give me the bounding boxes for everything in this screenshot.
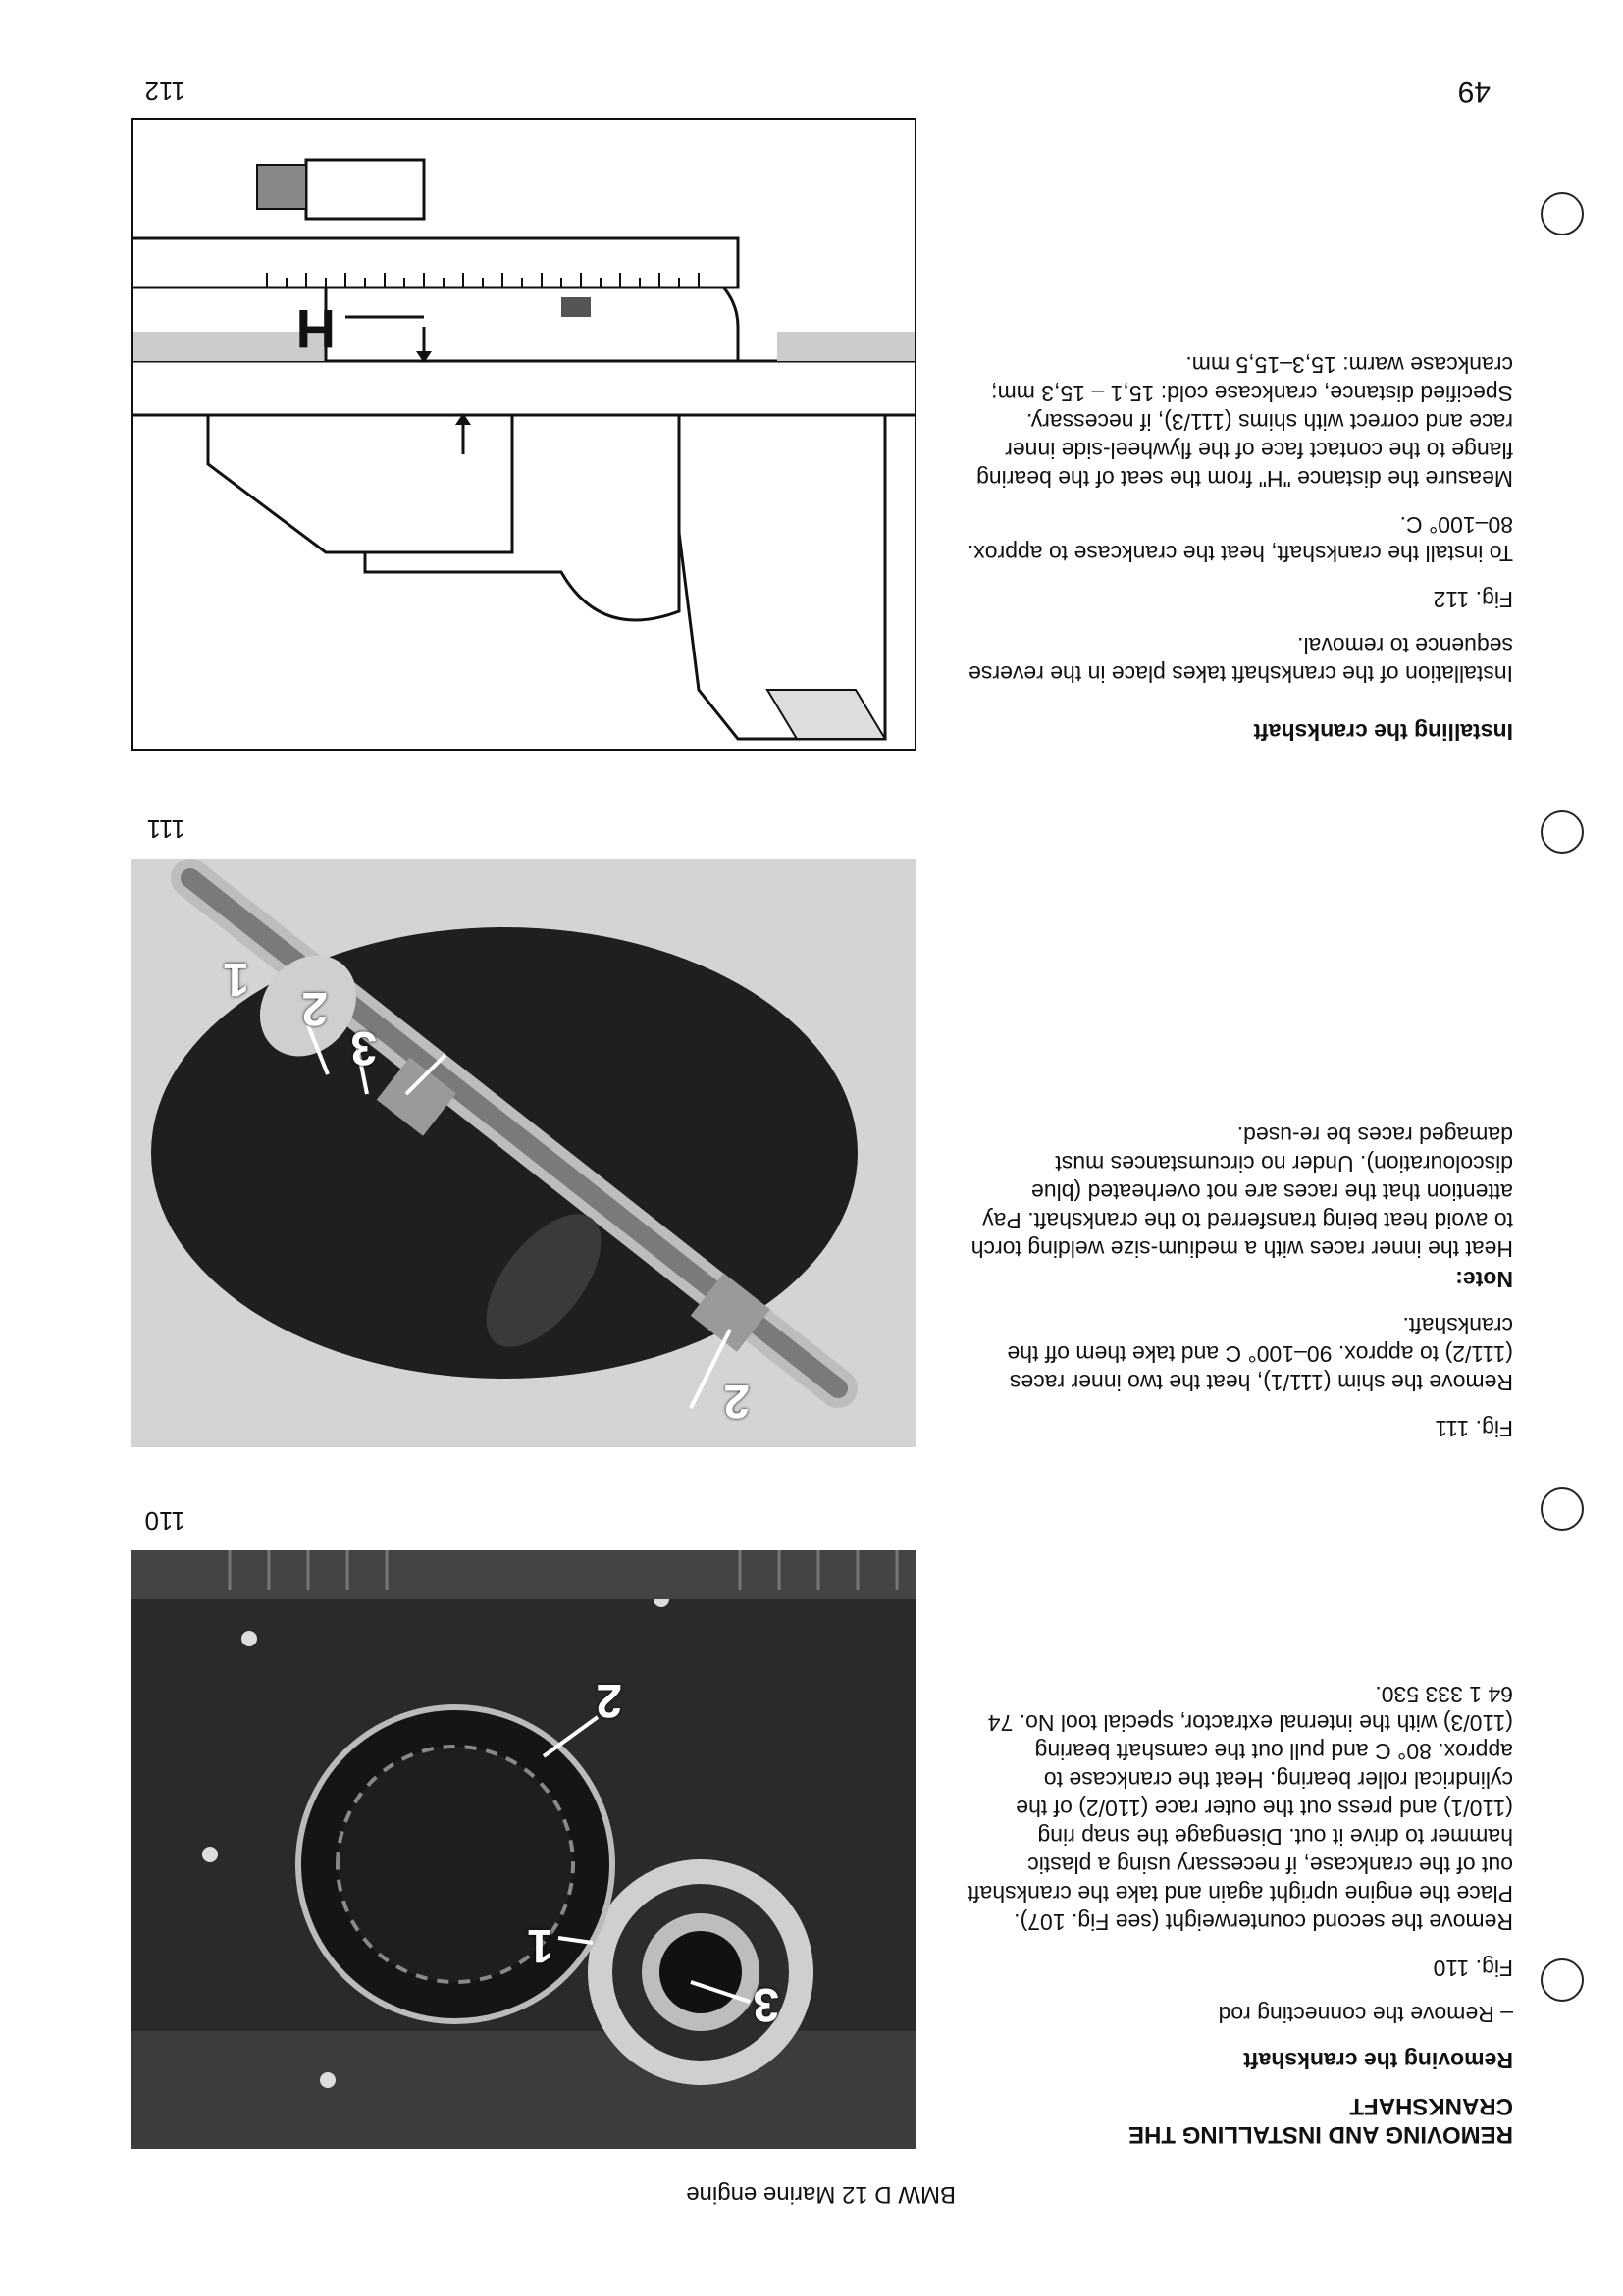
callout-label: 1 [527, 1919, 553, 1971]
fig112-ref: Fig. 112 [1433, 587, 1513, 612]
callout-label: 2 [596, 1674, 622, 1726]
punch-hole [1541, 1958, 1584, 2002]
figure-112-number: 112 [144, 77, 185, 106]
punch-hole [1541, 1487, 1584, 1531]
fig110-text: Remove the second counterweight (see Fig. 107). Place the engine upright again and take the crankshaft out of the crankcase, if necessary using a plastic hammer to drive it out. Disengage the snap ring (110/1) and press out the outer race (110/2) of the cylindrical roller bearing. Heat the crankcase to approx. 80° C and pull out the camshaft bearing (110/3) with the internal extractor, special tool No. 74 64 1 333 530. [967, 1682, 1513, 1935]
text-fig111 [964, 1103, 1513, 1442]
main-title: REMOVING AND INSTALLING THE CRANKSHAFT [1128, 2093, 1513, 2148]
removing-step: – Remove the connecting rod [1218, 2002, 1513, 2027]
callout-label: 2 [301, 982, 328, 1034]
page-header: BMW D 12 Marine engine [686, 2181, 956, 2208]
figure-112-diagram [131, 118, 916, 751]
figure-111-number: 111 [146, 814, 185, 844]
callout-label: 3 [753, 1978, 779, 2030]
removing-title: Removing the crankshaft [1243, 2048, 1513, 2073]
installing-title: Installing the crankshaft [1253, 719, 1513, 745]
fig111-text: Remove the shim (111/1), heat the two inner races (111/2) to approx. 90–100° C and take them off the crankshaft. [1007, 1313, 1513, 1395]
text-installing [964, 333, 1513, 746]
text-removing [964, 1662, 1513, 2149]
installing-intro: Installation of the crankshaft takes place in the reverse sequence to removal. [969, 633, 1513, 687]
figure-110-number: 110 [144, 1506, 185, 1536]
figure-110-photo [131, 1550, 916, 2149]
figure-111-photo [131, 859, 916, 1447]
note-title: Note: [1455, 1267, 1513, 1292]
installing-text2: Measure the distance "H" from the seat of the bearing flange to the contact face of the flywheel-side inner race and correct with shims (111/3), if necessary. Specified distance, crankcase cold: 15,1 – 15,3 mm; crankcase warm: 15,3–15,5 mm. [976, 352, 1513, 492]
callout-label: 3 [350, 1021, 377, 1073]
callout-label: 1 [223, 953, 249, 1005]
punch-hole [1541, 192, 1584, 235]
callout-label: 2 [723, 1375, 750, 1427]
crankshaft-photo-graphic [131, 859, 916, 1447]
dimension-h-label: H [295, 298, 336, 360]
fig110-ref: Fig. 110 [1433, 1956, 1513, 1981]
fig111-ref: Fig. 111 [1435, 1416, 1513, 1441]
note-text: Heat the inner races with a medium-size welding torch to avoid heat being transferred to the crankshaft. Pay attention that the races are not overheated (blue discolouration). Under no circumstances must damaged races be re-used. [970, 1122, 1513, 1262]
punch-hole [1541, 810, 1584, 854]
measurement-diagram [133, 120, 915, 749]
installing-text1: To install the crankshaft, heat the crankcase to approx. 80–100° C. [967, 512, 1513, 566]
crankcase-photo-graphic [131, 1550, 916, 2149]
page-number: 49 [1457, 76, 1491, 108]
